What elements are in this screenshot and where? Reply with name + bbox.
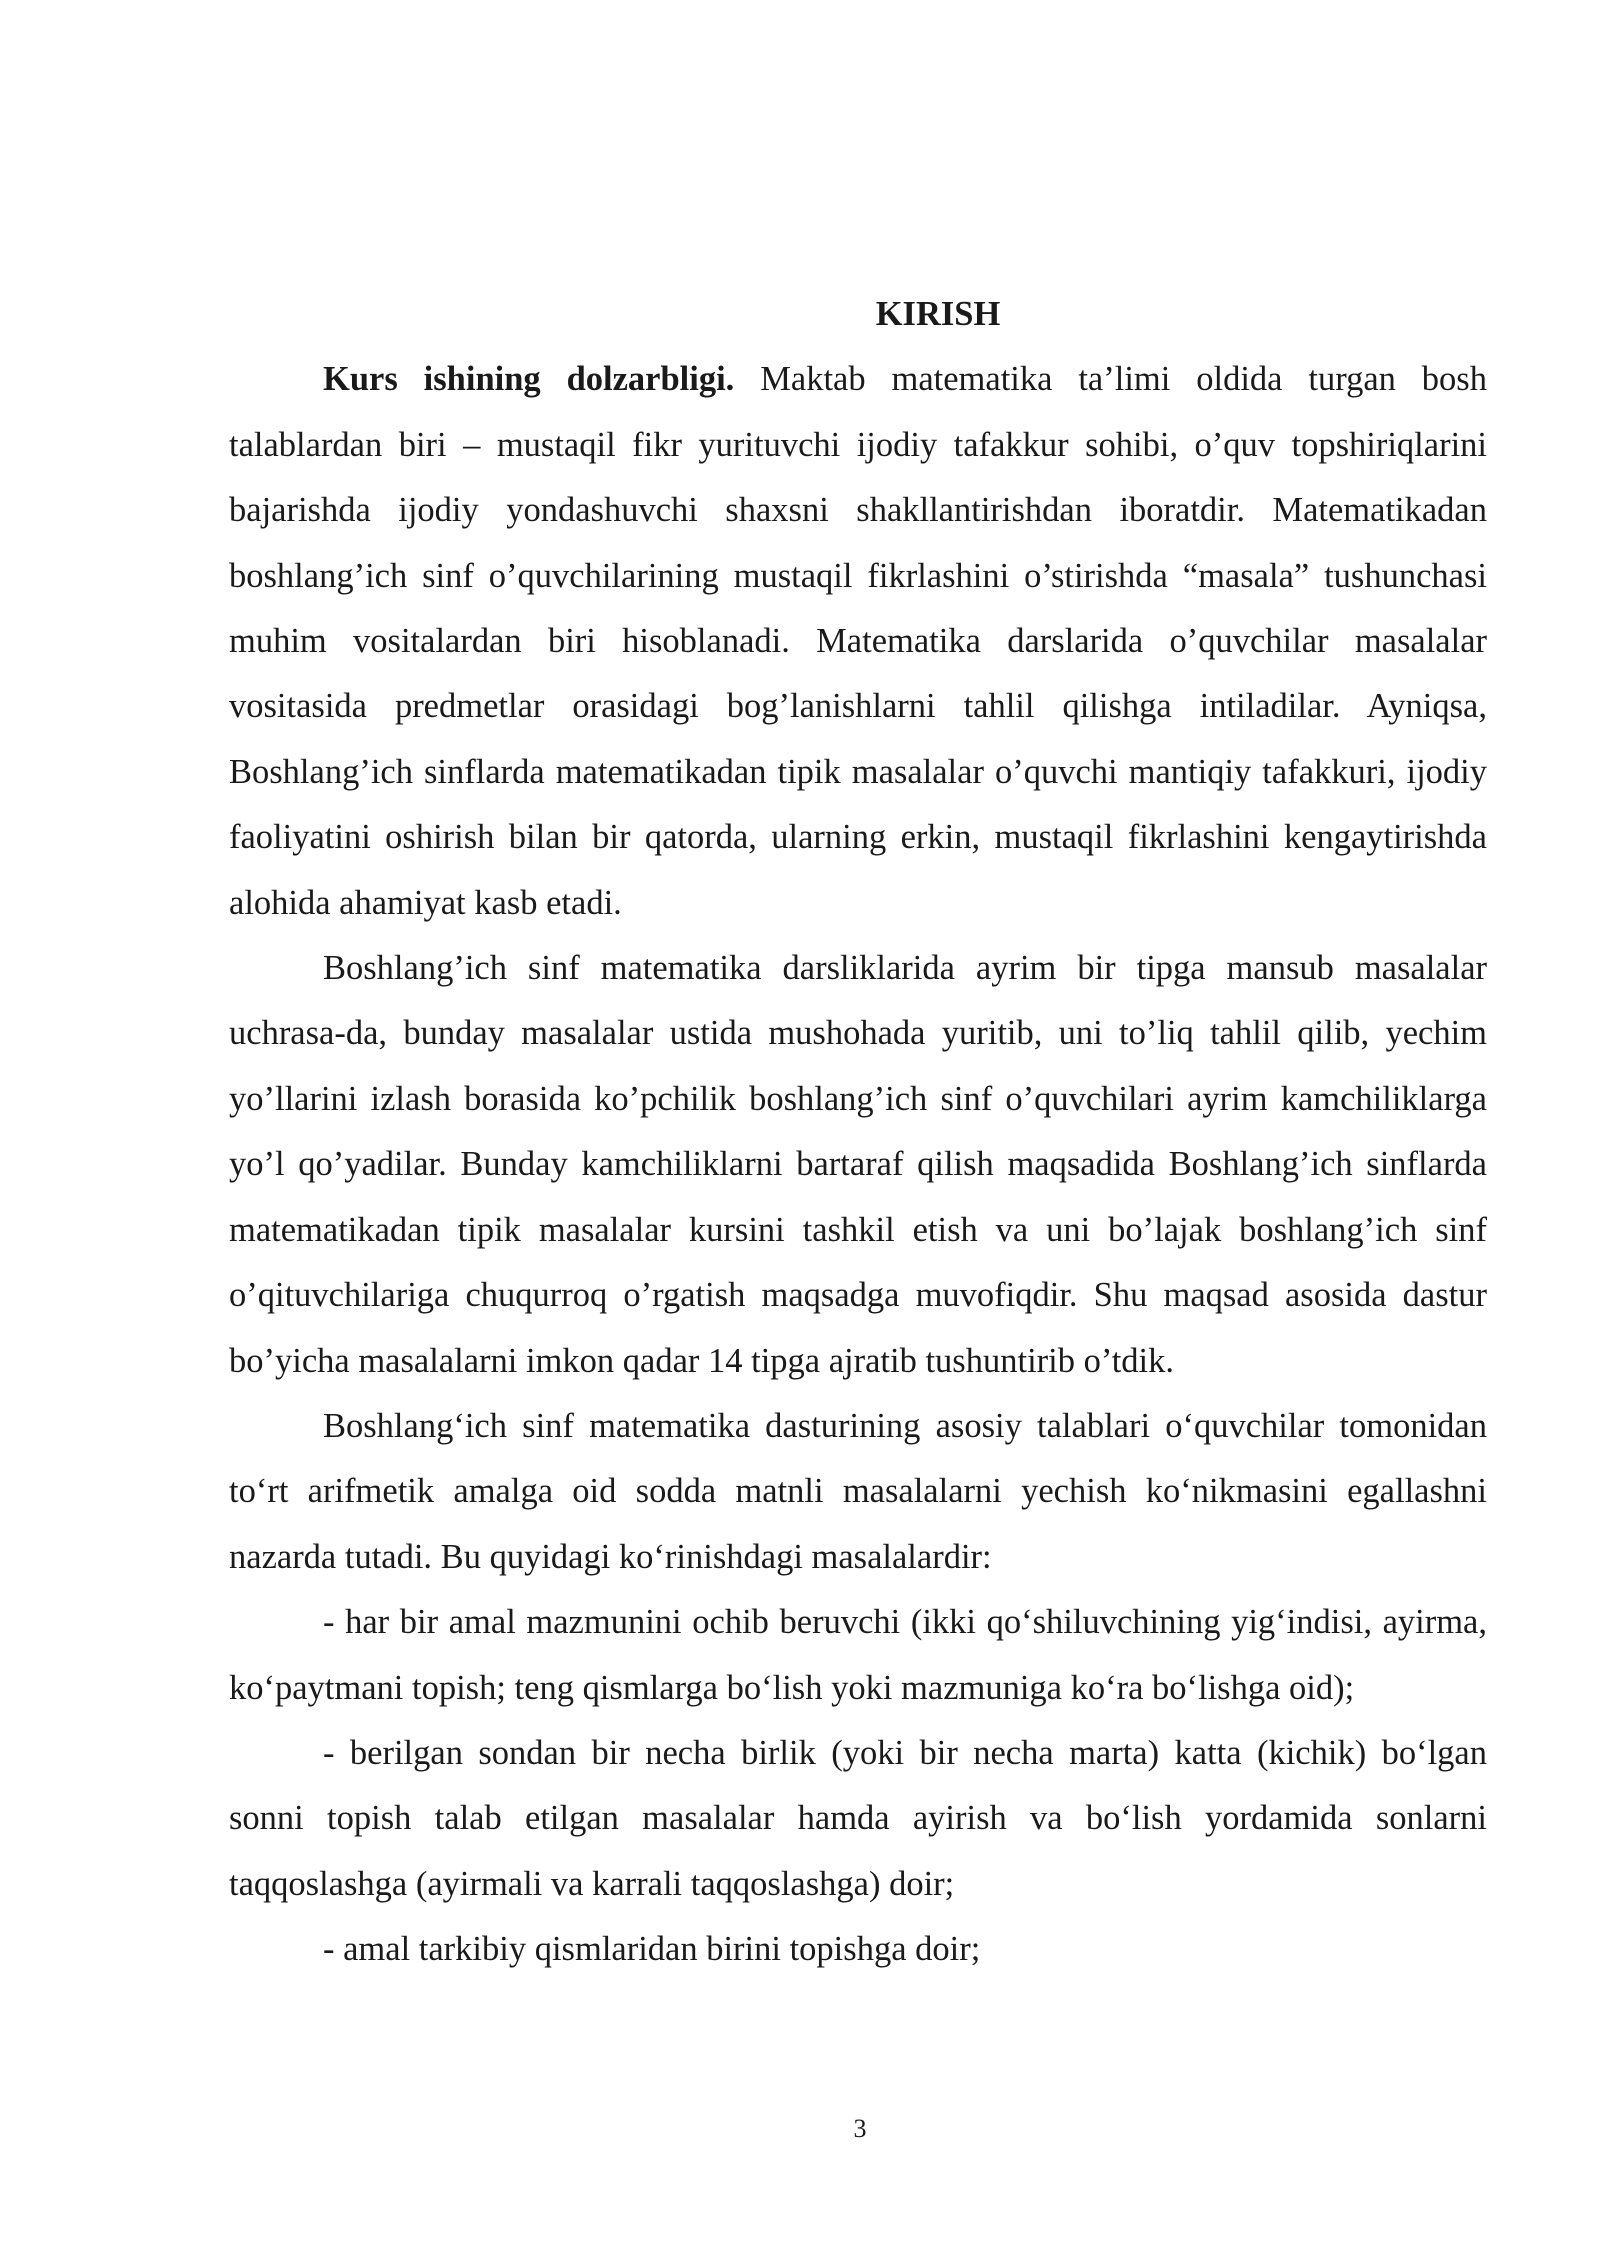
paragraph-program: Boshlang‘ich sinf matematika dasturining asosiy talablari o‘quvchilar tomonidan to‘rt arifmetik amalga oid sodda matnli masalalarni yechish ko‘nikmasini egallashni nazarda tutadi. Bu quyidagi ko‘rinishdagi masalalardir:: [229, 1406, 1487, 1576]
page-number: 3: [853, 2114, 867, 2143]
page-body: [229, 282, 1487, 1983]
paragraph-textbooks: Boshlang’ich sinf matematika darsliklarida ayrim bir tipga mansub masalalar uchrasa-da, bunday masalalar ustida mushohada yuritib, uni to’liq tahlil qilib, yechim yo’llarini izlash borasida ko’pchilik boshlang’ich sinf o’quvchilari ayrim kamchiliklarga yo’l qo’yadilar. Bunday kamchiliklarni bartaraf qilish maqsadida Boshlang’ich sinflarda matematikadan tipik masalalar kursini tashkil etish va uni bo’lajak boshlang’ich sinf o’qituvchilariga chuqurroq o’rgatish maqsadga muvofiqdir. Shu maqsad asosida dastur bo’yicha masalalarni imkon qadar 14 tipga ajratib tushuntirib o’tdik.: [229, 949, 1487, 1380]
list-item-comparison: - berilgan sondan bir necha birlik (yoki bir necha marta) katta (kichik) bo‘lgan sonni topish talab etilgan masalalar hamda ayirish va bo‘lish yordamida sonlarni taqqoslashga (ayirmali va karrali taqqoslashga) doir;: [229, 1733, 1487, 1903]
paragraph-text: Maktab matematika ta’limi oldida turgan bosh talablardan biri – mustaqil fikr yurituvchi ijodiy tafakkur sohibi, o’quv topshiriqlarini bajarishda ijodiy yondashuvchi shaxsni shakllantirishdan iboratdir. Matematikadan boshlang’ich sinf o’quvchilarining mustaqil fikrlashini o’stirishda “masala” tushunchasi muhim vositalardan biri hisoblanadi. Matematika darslarida o’quvchilar masalalar vositasida predmetlar orasidagi bog’lanishlarni tahlil qilishga intiladilar. Ayniqsa, Boshlang’ich sinflarda matematikadan tipik masalalar o’quvchi mantiqiy tafakkuri, ijodiy faoliyatini oshirish bilan bir qatorda, ularning erkin, mustaqil fikrlashini kengaytirishda alohida ahamiyat kasb etadi.: [229, 360, 1487, 922]
paragraph-relevance: [229, 347, 1487, 936]
paragraph-lead: Kurs ishining dolzarbligi.: [323, 360, 735, 399]
list-item-operations: - har bir amal mazmunini ochib beruvchi (ikki qo‘shiluvchining yig‘indisi, ayirma, ko‘paytmani topish; teng qismlarga bo‘lish yoki mazmuniga ko‘ra bo‘lishga oid);: [229, 1603, 1487, 1707]
list-item-components: - amal tarkibiy qismlaridan birini topishga doir;: [323, 1930, 981, 1969]
section-heading: KIRISH: [875, 295, 1001, 333]
